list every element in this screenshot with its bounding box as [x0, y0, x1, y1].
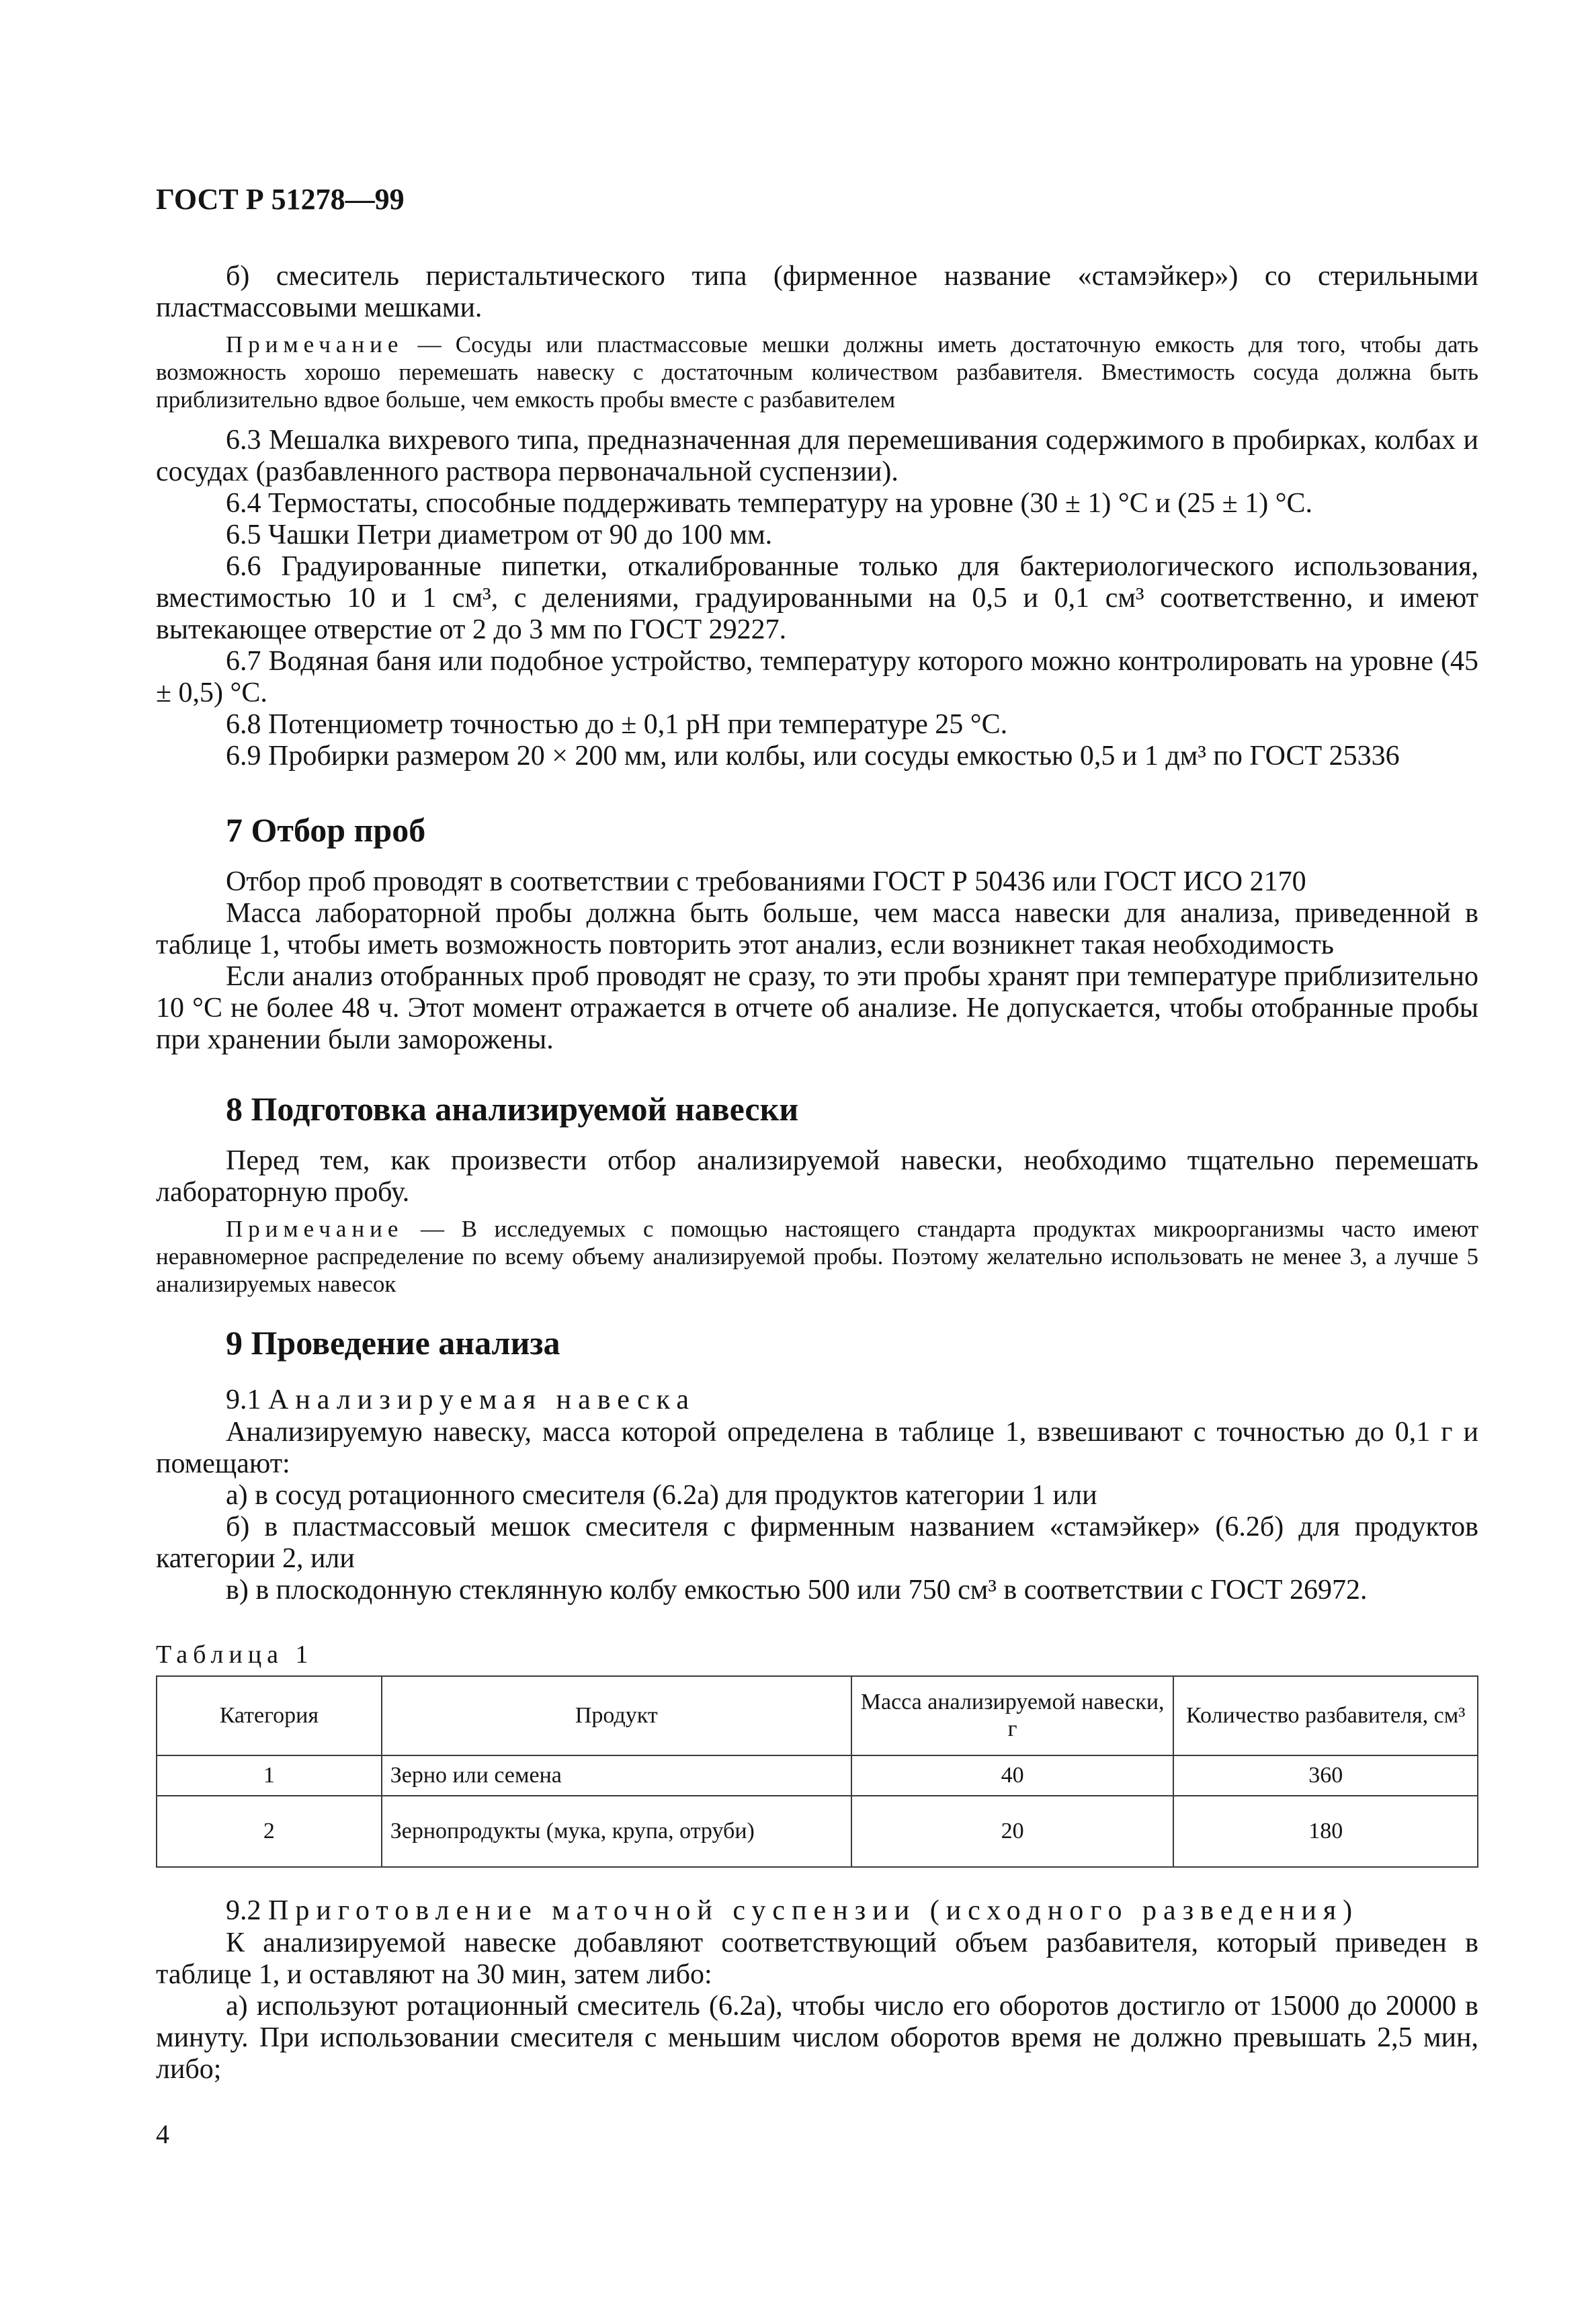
- table-cell-category: 2: [157, 1796, 382, 1867]
- section-9-heading: 9 Проведение анализа: [226, 1324, 560, 1362]
- table-cell-mass: 40: [851, 1755, 1174, 1796]
- table-cell-diluent: 180: [1173, 1796, 1478, 1867]
- item-6-3: 6.3 Мешалка вихревого типа, предназначенная для перемешивания содержимого в пробирках, колбах и сосудах (разбавленного раствора первоначальной суспензии).: [156, 425, 1478, 487]
- table-1: [156, 1675, 1478, 1868]
- item-9-1-a: а) в сосуд ротационного смесителя (6.2а) для продуктов категории 1 или: [226, 1480, 1097, 1511]
- item-9-1-c: в) в плоскодонную стеклянную колбу емкостью 500 или 750 см³ в соответствии с ГОСТ 26972.: [226, 1575, 1368, 1606]
- table-header-diluent: Количество разбавителя, см³: [1173, 1676, 1478, 1755]
- table-header-category: Категория: [157, 1676, 382, 1755]
- note-1: [156, 331, 1478, 413]
- item-6-6: 6.6 Градуированные пипетки, откалиброванные только для бактериологического использования, вместимостью 10 и 1 см³, с делениями, градуированными на 0,5 и 0,1 см³ соответственно, и имеют вытекающее отверстие от 2 до 3 мм по ГОСТ 29227.: [156, 551, 1478, 645]
- table-cell-product: Зернопродукты (мука, крупа, отруби): [382, 1796, 851, 1867]
- section-8-para-1: Перед тем, как произвести отбор анализируемой навески, необходимо тщательно перемешать лабораторную пробу.: [156, 1145, 1478, 1208]
- table-cell-diluent: 360: [1173, 1755, 1478, 1796]
- table-cell-product: Зерно или семена: [382, 1755, 851, 1796]
- note-1-text: — Сосуды или пластмассовые мешки должны иметь достаточную емкость для того, чтобы дать возможность хорошо перемешать навеску с достаточным количеством разбавителя. Вместимость сосуда должна быть приблизительно вдвое больше, чем емкость пробы вместе с разбавителем: [156, 331, 1478, 413]
- item-6-4: 6.4 Термостаты, способные поддерживать температуру на уровне (30 ± 1) °С и (25 ± 1) °С.: [226, 488, 1313, 519]
- note-2-label: Примечание: [226, 1216, 404, 1242]
- section-9-2-para: К анализируемой навеске добавляют соответствующий объем разбавителя, который приведен в таблице 1, и оставляют на 30 мин, затем либо:: [156, 1927, 1478, 1990]
- subsection-9-2-title: [226, 1895, 1359, 1927]
- table-row: [157, 1755, 1478, 1796]
- item-6-7: 6.7 Водяная баня или подобное устройство, температуру которого можно контролировать на уровне (45 ± 0,5) °С.: [156, 646, 1478, 708]
- table-cell-category: 1: [157, 1755, 382, 1796]
- subsection-9-2-number: 9.2: [226, 1895, 261, 1926]
- note-1-label: Примечание: [226, 331, 404, 358]
- section-7-para-1: Отбор проб проводят в соответствии с требованиями ГОСТ Р 50436 или ГОСТ ИСО 2170: [226, 866, 1306, 897]
- item-6-5: 6.5 Чашки Петри диаметром от 90 до 100 мм.: [226, 520, 773, 550]
- subsection-9-1-title: [226, 1384, 696, 1416]
- item-9-2-a: а) используют ротационный смеситель (6.2а), чтобы число его оборотов достигло от 15000 до 20000 в минуту. При использовании смесителя с меньшим числом оборотов время не должно превышать 2,5 мин, либо;: [156, 1991, 1478, 2085]
- subsection-9-1-number: 9.1: [226, 1384, 261, 1415]
- document-header: ГОСТ Р 51278—99: [156, 183, 405, 216]
- note-2-text: — В исследуемых с помощью настоящего стандарта продуктах микроорганизмы часто имеют неравномерное распределение по всему объему анализируемой пробы. Поэтому желательно использовать не менее 3, а лучше 5 анализируемых навесок: [156, 1216, 1478, 1297]
- item-9-1-b: б) в пластмассовый мешок смесителя с фирменным названием «стамэйкер» (6.2б) для продуктов категории 2, или: [156, 1511, 1478, 1574]
- table-1-caption: Таблица 1: [156, 1641, 314, 1669]
- section-9-1-para: Анализируемую навеску, масса которой определена в таблице 1, взвешивают с точностью до 0,1 г и помещают:: [156, 1417, 1478, 1479]
- item-6-8: 6.8 Потенциометр точностью до ± 0,1 pH при температуре 25 °С.: [226, 709, 1008, 740]
- subsection-9-2-label: Приготовление маточной суспензии (исходного разведения): [268, 1895, 1359, 1926]
- item-6-9: 6.9 Пробирки размером 20 × 200 мм, или колбы, или сосуды емкостью 0,5 и 1 дм³ по ГОСТ 25336: [226, 741, 1400, 772]
- subsection-9-1-label: Анализируемая навеска: [268, 1384, 696, 1415]
- item-6-2b: б) смеситель перистальтического типа (фирменное название «стамэйкер») со стерильными пластмассовыми мешками.: [156, 261, 1478, 323]
- section-8-heading: 8 Подготовка анализируемой навески: [226, 1090, 799, 1128]
- section-7-heading: 7 Отбор проб: [226, 811, 426, 849]
- table-row: [157, 1796, 1478, 1867]
- note-2: [156, 1215, 1478, 1298]
- table-header-row: [157, 1676, 1478, 1755]
- table-cell-mass: 20: [851, 1796, 1174, 1867]
- section-7-para-3: Если анализ отобранных проб проводят не сразу, то эти пробы хранят при температуре приблизительно 10 °С не более 48 ч. Этот момент отражается в отчете об анализе. Не допускается, чтобы отобранные пробы при хранении были заморожены.: [156, 961, 1478, 1055]
- table-header-mass: Масса анализируемой навески, г: [851, 1676, 1174, 1755]
- page-number: 4: [156, 2119, 169, 2149]
- table-header-product: Продукт: [382, 1676, 851, 1755]
- section-7-para-2: Масса лабораторной пробы должна быть больше, чем масса навески для анализа, приведенной в таблице 1, чтобы иметь возможность повторить этот анализ, если возникнет такая необходимость: [156, 898, 1478, 960]
